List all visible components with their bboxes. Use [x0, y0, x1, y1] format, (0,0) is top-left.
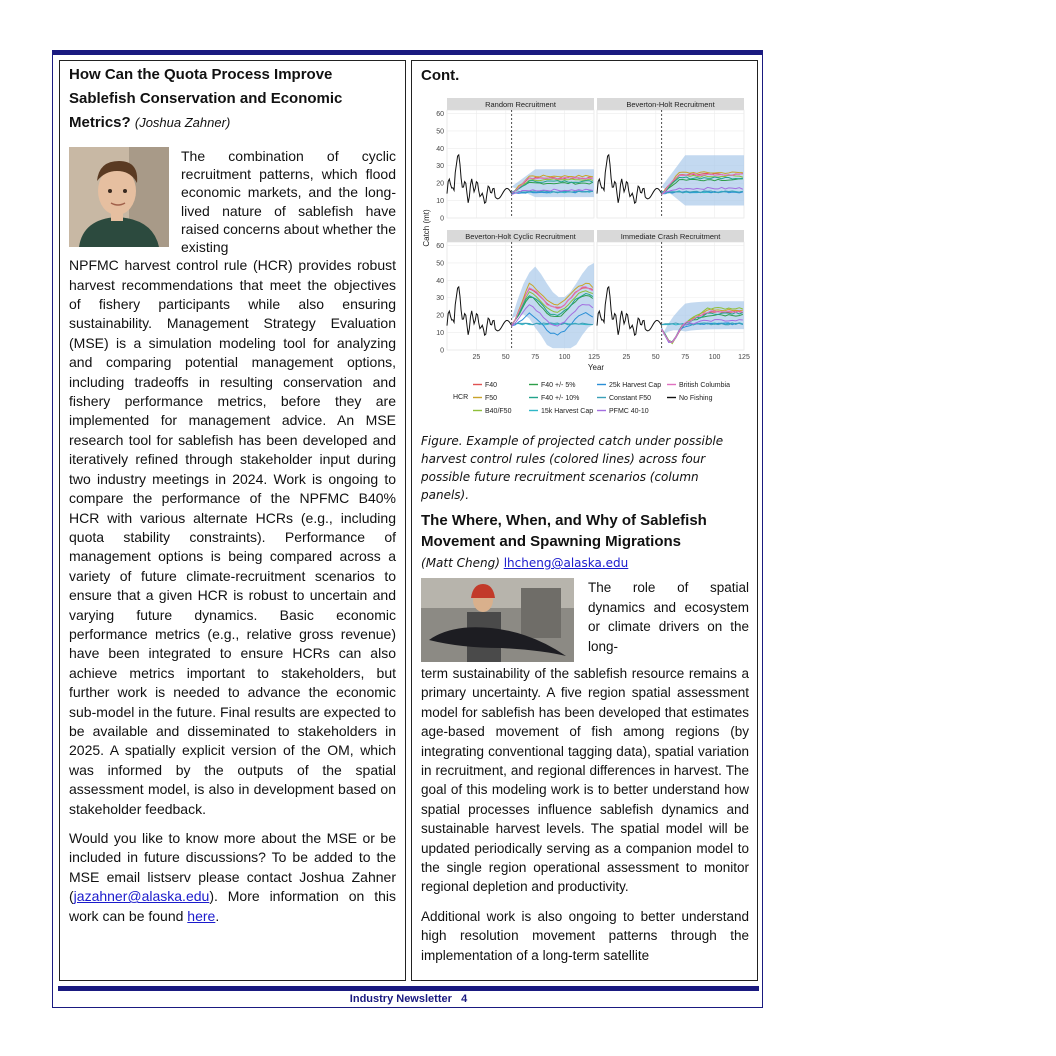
x-tick-label: 75	[681, 354, 690, 361]
panel-title: Beverton-Holt Recruitment	[626, 100, 715, 109]
legend-entry: Constant F50	[609, 395, 652, 402]
footer-bar	[58, 986, 759, 991]
footer-label: Industry Newsletter	[349, 993, 452, 1005]
y-tick-label: 10	[436, 330, 444, 338]
legend-entry: B40/F50	[485, 408, 512, 415]
paragraph-3: term sustainability of the sablefish resource remains a primary uncertainty. A five region spatial assessment model for sablefish has been developed that estimates age-based movement of fish among regions (by integrating conventional tagging data), spatial variation in recruitment, and regional differences in harvest. The goal of this modeling work is to better understand how spatial processes influence sablefish dynamics and sustainable harvest levels. The spatial model will be updated periodically serving as a companion model to the single region operational assessment to monitor regional depletion and productivity.	[421, 666, 749, 895]
x-tick-label: 100	[558, 354, 571, 361]
catch-chart-svg	[421, 98, 751, 428]
y-tick-label: 20	[436, 180, 444, 188]
x-tick-label: 25	[622, 354, 631, 361]
article-title-2: The Where, When, and Why of Sablefish Movement and Spawning Migrations	[421, 512, 707, 550]
researcher-photo	[421, 578, 574, 662]
legend-entry: F40	[485, 382, 498, 389]
article-title: How Can the Quota Process Improve Sablefish Conservation and Economic Metrics? (Joshua Zahner)	[69, 66, 343, 131]
more-info-link[interactable]: here	[187, 907, 216, 924]
page-number: 4	[461, 993, 468, 1005]
paragraph-4: Additional work is also ongoing to better understand high resolution movement patterns through the implementation of a long-term satellite	[421, 908, 749, 963]
y-tick-label: 50	[436, 260, 444, 268]
catch-chart	[421, 98, 751, 428]
article-body	[69, 147, 396, 926]
author-photo	[69, 147, 169, 247]
y-tick-label: 0	[440, 347, 444, 355]
intro-text-2: The role of spatial dynamics and ecosystem or climate drivers on the long-	[588, 580, 749, 654]
x-tick-label: 125	[588, 354, 600, 361]
y-tick-label: 60	[436, 242, 444, 250]
footer	[58, 993, 759, 1005]
legend-entry: British Columbia	[679, 382, 730, 389]
legend-entry: F40 +/- 5%	[541, 382, 576, 389]
y-tick-label: 60	[436, 110, 444, 118]
email-link[interactable]: jazahner@alaska.edu	[73, 888, 210, 905]
panel-title: Beverton-Holt Cyclic Recruitment	[465, 232, 576, 241]
right-column	[411, 60, 758, 981]
byline-2: (Matt Cheng) lhcheng@alaska.edu	[421, 556, 629, 570]
legend-entry: No Fishing	[679, 395, 713, 402]
y-tick-label: 0	[440, 215, 444, 223]
x-tick-label: 100	[708, 354, 721, 361]
author-name: Joshua Zahner	[139, 115, 226, 130]
x-tick-label: 125	[738, 354, 750, 361]
legend-entry: 25k Harvest Cap	[609, 382, 662, 389]
intro-text: The combination of cyclic recruitment patterns, which flood economic markets, and the long-lived nature of sablefish have raised concerns about whether the existing	[181, 148, 396, 256]
y-tick-label: 20	[436, 312, 444, 320]
y-tick-label: 50	[436, 128, 444, 136]
x-tick-label: 75	[531, 354, 540, 361]
paragraph-2: Would you like to know more about the MSE or be included in future discussions? To be added to the MSE email listserv please contact Joshua Zahner (jazahner@alaska.edu). More information on this work can be found here.	[69, 830, 396, 924]
x-axis-label: Year	[587, 363, 605, 372]
author-name-2: Matt Cheng	[425, 556, 496, 570]
x-tick-label: 25	[472, 354, 481, 361]
cont-label: Cont.	[421, 67, 460, 84]
legend-entry: F50	[485, 395, 498, 402]
y-tick-label: 10	[436, 198, 444, 206]
y-tick-label: 30	[436, 163, 444, 171]
email-link-2[interactable]: lhcheng@alaska.edu	[503, 556, 629, 570]
y-tick-label: 40	[436, 277, 444, 285]
panel-area	[597, 242, 744, 350]
panel-area	[447, 110, 594, 218]
legend-entry: PFMC 40-10	[609, 408, 649, 415]
legend-entry: 15k Harvest Cap	[541, 408, 594, 415]
legend-group-label: HCR	[453, 394, 469, 401]
panel-title: Immediate Crash Recruitment	[620, 232, 721, 241]
x-tick-label: 50	[501, 354, 510, 361]
legend-entry: F40 +/- 10%	[541, 395, 580, 402]
paragraph-1: NPFMC harvest control rule (HCR) provides robust harvest recommendations that meet the objectives of fishery participants while also ensuring sustainability. Management Strategy Evaluation (MSE) is a simulation modeling tool for analyzing and comparing potential management options, including tradeoffs in resulting conservation and fishery performance metrics, before they are implemented for management advice. An MSE research tool for sablefish has been developed and iteratively refined through stakeholder input during two industry meetings in 2024. Work is ongoing to compare the performance of the NPFMC B40% HCR with various alternate HCRs (e.g., including quota stability constraints). Performance of management options is being compared across a variety of future climate-recruitment scenarios to ensure that a given HCR is robust to uncertain and varying future dynamics. Basic economic performance metrics (e.g., relative gross revenue) have been integrated to ensure HCRs can also achieve metrics important to stakeholders, but further work is needed to advance the economic sub-model in the future. Final results are expected to be available and disseminated to stakeholders in 2025. A spatially explicit version of the OM, which was informed by the outputs of the spatial assessment model, is also in development based on stakeholder feedback.	[69, 257, 396, 817]
y-tick-label: 30	[436, 295, 444, 303]
left-column	[59, 60, 406, 981]
y-axis-label: Catch (mt)	[422, 209, 431, 247]
figure-caption: Figure. Example of projected catch under possible harvest control rules (colored lines) across four possible future recruitment scenarios (column panels).	[421, 434, 724, 502]
x-tick-label: 50	[651, 354, 660, 361]
y-tick-label: 40	[436, 145, 444, 153]
panel-title: Random Recruitment	[485, 100, 556, 109]
